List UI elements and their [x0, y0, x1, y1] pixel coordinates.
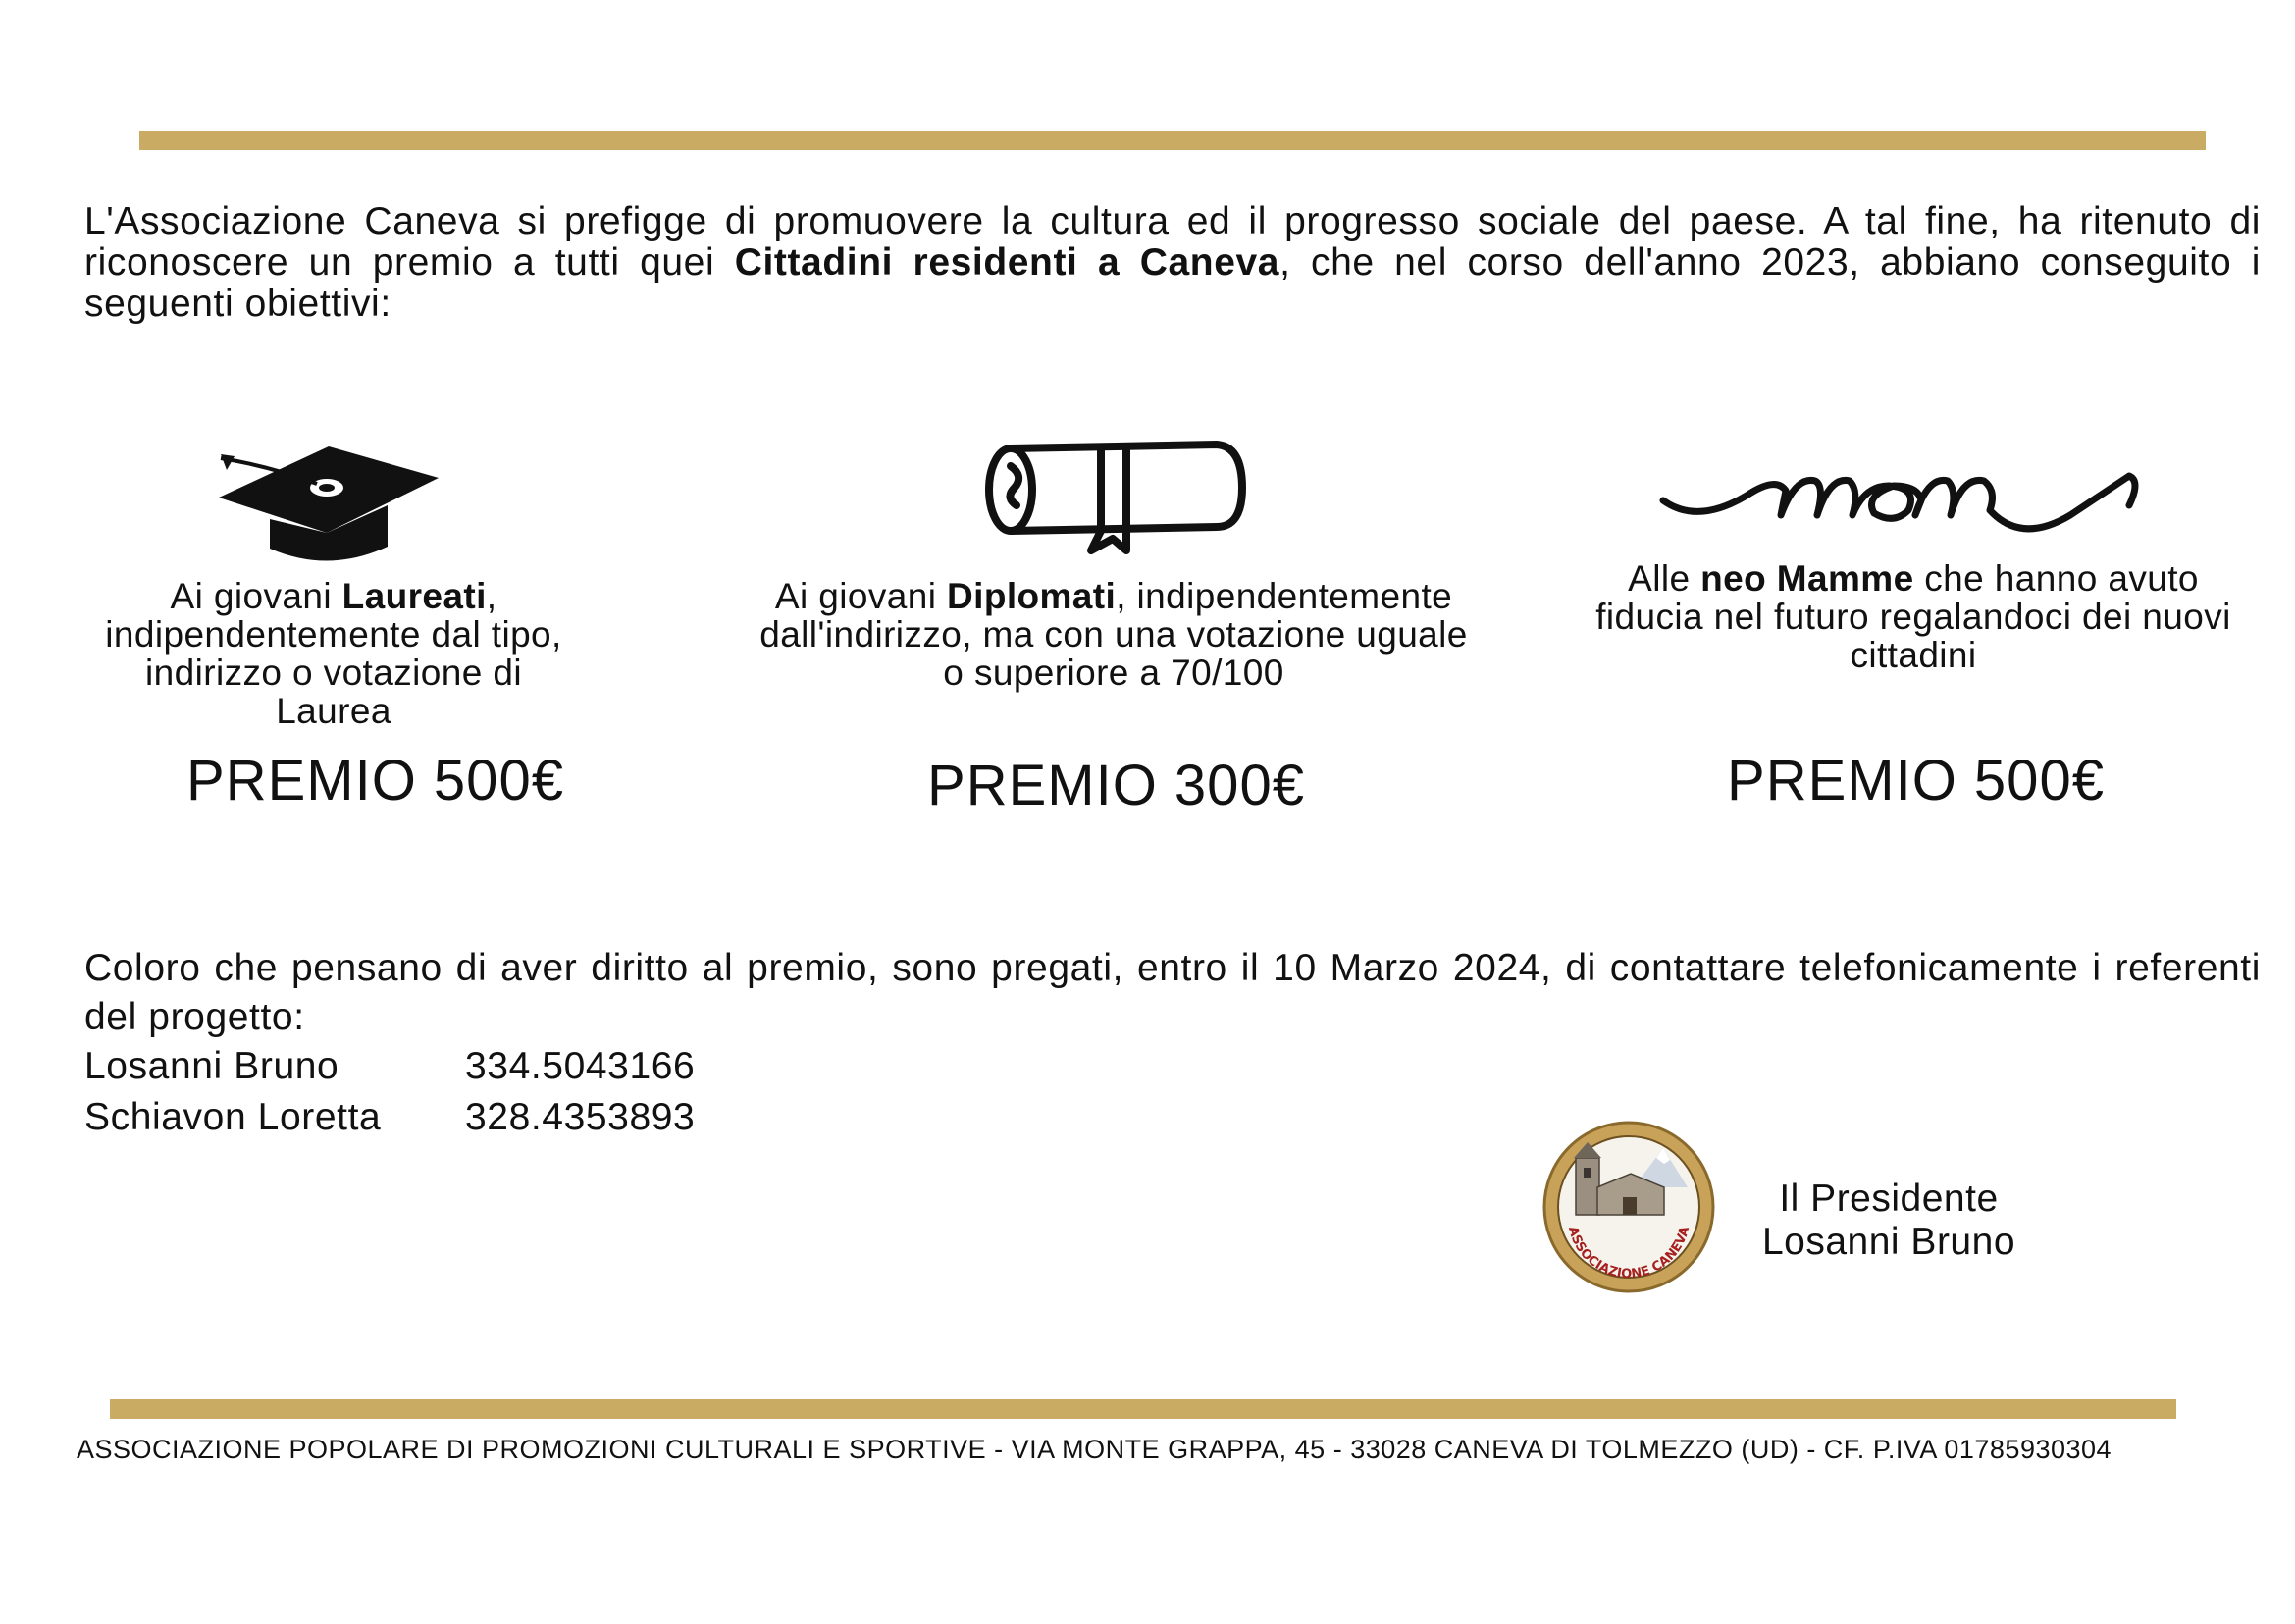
seal-text: ASSOCIAZIONE CANEVA: [1564, 1225, 1694, 1283]
closing-paragraph: Coloro che pensano di aver diritto al premio, sono pregati, entro il 10 Marzo 2024, di contattare telefonicamente i referenti del progetto:: [84, 947, 2261, 1038]
contact-phone: 334.5043166: [465, 1045, 696, 1087]
intro-highlight: Cittadini residenti a Caneva: [734, 241, 1280, 284]
intro-text-end: , che nel corso dell'anno 2023, abbiano conseguito i seguenti obiettivi:: [84, 241, 2261, 325]
intro-paragraph: [84, 201, 2261, 325]
laureati-text-post: , indipendentemente dal tipo, indirizzo o votazione di Laurea: [105, 576, 562, 731]
mamme-text-pre: Alle: [1628, 558, 1701, 599]
graduation-cap-icon: [211, 437, 446, 564]
contact-name: Losanni Bruno: [84, 1045, 339, 1087]
contact-phone: 328.4353893: [465, 1096, 696, 1138]
contact-row: [84, 1095, 695, 1140]
diploma-scroll-icon: [981, 437, 1251, 554]
laureati-description: [88, 577, 579, 730]
association-seal-logo: [1540, 1119, 1717, 1295]
mamme-description: [1590, 559, 2237, 674]
mamme-prize: PREMIO 500€: [1727, 749, 2105, 812]
intro-text-start: L'Associazione Caneva si prefigge di promuovere la cultura ed il progresso sociale del paese. A tal fine, ha ritenuto di riconoscere un premio a tutti quei: [84, 200, 2261, 284]
laureati-prize: PREMIO 500€: [186, 749, 564, 812]
bottom-divider: [110, 1399, 2176, 1419]
footer-address: ASSOCIAZIONE POPOLARE DI PROMOZIONI CULTURALI E SPORTIVE - VIA MONTE GRAPPA, 45 - 33028 CANEVA DI TOLMEZZO (UD) - CF. P.IVA 01785930304: [76, 1435, 2112, 1464]
diplomati-description: [756, 577, 1472, 692]
laureati-text-pre: Ai giovani: [170, 576, 342, 616]
diplomati-text-post: , indipendentemente dall'indirizzo, ma con una votazione uguale o superiore a 70/100: [759, 576, 1468, 693]
signature-block: [1727, 1178, 2051, 1264]
mamme-text-post: che hanno avuto fiducia nel futuro regalandoci dei nuovi cittadini: [1595, 558, 2231, 675]
mom-script-icon: [1658, 446, 2139, 545]
diplomati-prize: PREMIO 300€: [927, 754, 1305, 817]
laureati-highlight: Laureati: [341, 576, 487, 616]
mamme-highlight: neo Mamme: [1700, 558, 1914, 599]
top-divider: [139, 131, 2206, 150]
diplomati-highlight: Diplomati: [947, 576, 1117, 616]
signature-role: Il Presidente: [1779, 1178, 1999, 1220]
contact-row: [84, 1044, 695, 1089]
signature-name: Losanni Bruno: [1761, 1221, 2016, 1263]
diplomati-text-pre: Ai giovani: [774, 576, 948, 616]
contact-name: Schiavon Loretta: [84, 1096, 382, 1138]
